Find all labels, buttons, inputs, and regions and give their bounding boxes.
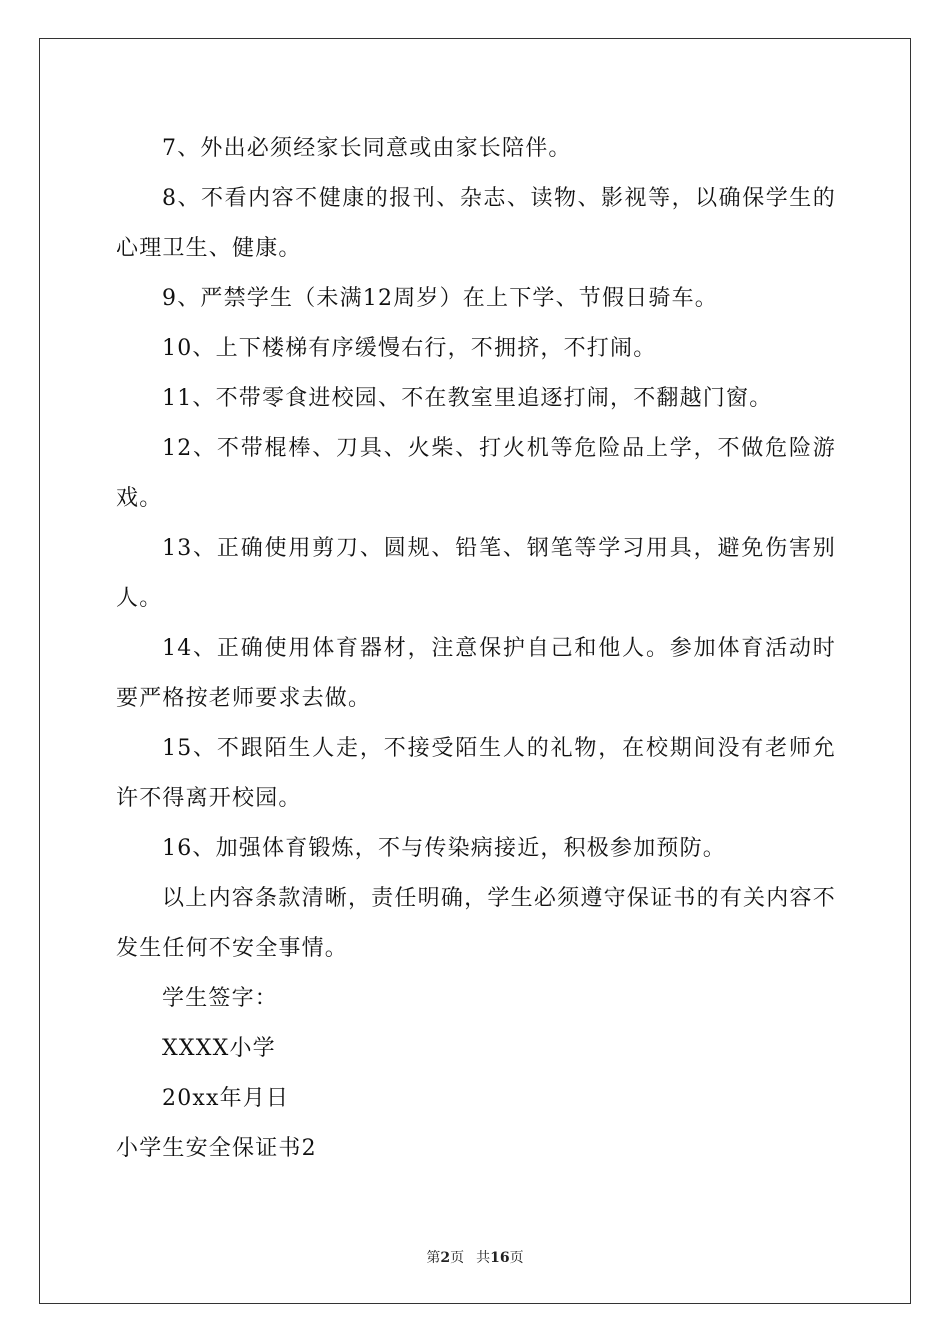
paragraph-summary: 以上内容条款清晰，责任明确，学生必须遵守保证书的有关内容不发生任何不安全事情。 <box>116 886 836 961</box>
footer-total-suffix: 页 <box>509 1250 524 1266</box>
footer-total-prefix: 共 <box>476 1250 491 1266</box>
paragraph-rule-8: 8、不看内容不健康的报刊、杂志、读物、影视等，以确保学生的心理卫生、健康。 <box>116 186 836 261</box>
footer-total-pages: 16 <box>490 1250 510 1266</box>
paragraph-rule-12: 12、不带棍棒、刀具、火柴、打火机等危险品上学，不做危险游戏。 <box>116 436 836 511</box>
paragraph-rule-16: 16、加强体育锻炼，不与传染病接近，积极参加预防。 <box>162 836 726 861</box>
next-section-title: 小学生安全保证书2 <box>116 1136 317 1161</box>
footer-current-page: 2 <box>440 1250 451 1266</box>
paragraph-rule-10: 10、上下楼梯有序缓慢右行，不拥挤，不打闹。 <box>162 336 657 361</box>
document-body <box>116 124 836 1174</box>
footer-page-suffix: 页 <box>450 1250 465 1266</box>
paragraph-rule-15: 15、不跟陌生人走，不接受陌生人的礼物，在校期间没有老师允许不得离开校园。 <box>116 736 836 811</box>
student-signature-line: 学生签字： <box>162 986 279 1011</box>
footer-prefix: 第 <box>426 1250 441 1266</box>
paragraph-rule-9: 9、严禁学生（未满12周岁）在上下学、节假日骑车。 <box>162 286 718 311</box>
page-footer <box>0 1249 950 1267</box>
date-line: 20xx年月日 <box>162 1086 290 1111</box>
paragraph-rule-13: 13、正确使用剪刀、圆规、铅笔、钢笔等学习用具，避免伤害别人。 <box>116 536 836 611</box>
paragraph-rule-11: 11、不带零食进校园、不在教室里追逐打闹，不翻越门窗。 <box>162 386 773 411</box>
paragraph-rule-14: 14、正确使用体育器材，注意保护自己和他人。参加体育活动时要严格按老师要求去做。 <box>116 636 836 711</box>
school-name: XXXX小学 <box>162 1036 276 1061</box>
paragraph-rule-7: 7、外出必须经家长同意或由家长陪伴。 <box>162 136 572 161</box>
